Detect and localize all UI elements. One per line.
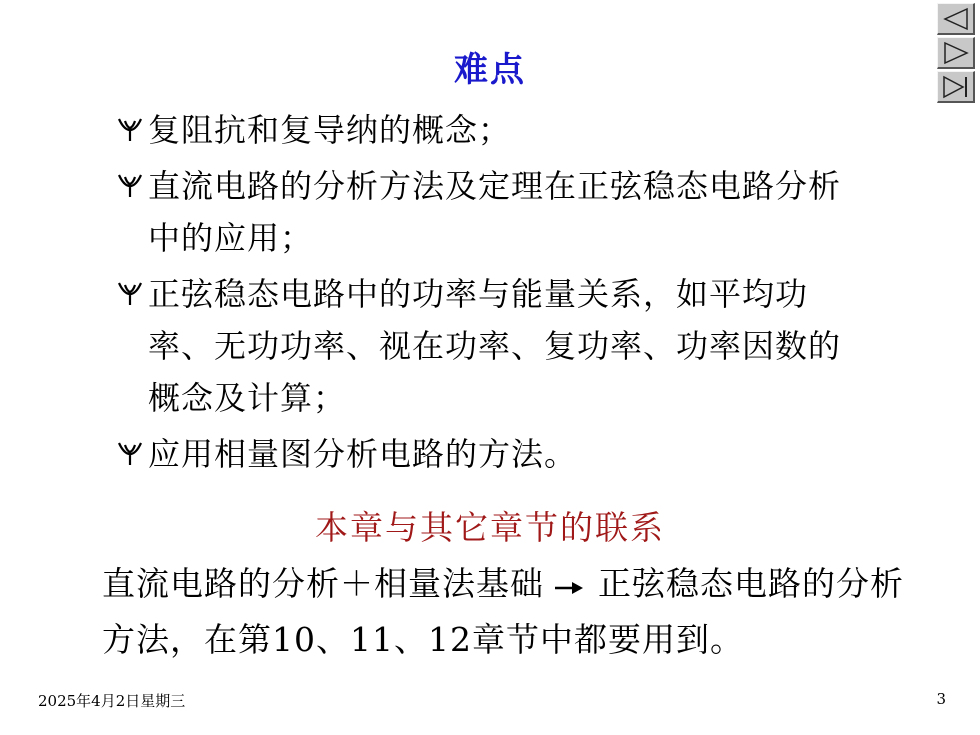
chapter-relation-text (102, 558, 922, 666)
relation-part2: 正弦稳态电路的分析方法，在第10、11、12章节中都要用到。 (102, 564, 904, 659)
list-item (116, 160, 856, 264)
list-item (116, 104, 856, 156)
triangle-left-icon (941, 7, 971, 31)
list-item-text: 应用相量图分析电路的方法。 (148, 435, 578, 473)
previous-slide-button[interactable] (937, 3, 975, 35)
list-item (116, 268, 856, 424)
tulip-bullet-icon (116, 104, 148, 146)
list-item-text: 直流电路的分析方法及定理在正弦稳态电路分析中的应用； (148, 167, 842, 257)
difficulty-list (116, 104, 856, 484)
footer-date: 2025年4月2日星期三 (38, 692, 186, 710)
section-subtitle: 本章与其它章节的联系 (315, 508, 665, 547)
page-number: 3 (936, 690, 946, 708)
tulip-bullet-icon (116, 428, 148, 470)
slide-title: 难点 (454, 50, 526, 90)
list-item-text: 正弦稳态电路中的功率与能量关系，如平均功率、无功功率、视在功率、复功率、功率因数的概念及计算； (148, 275, 842, 417)
list-item-text: 复阻抗和复导纳的概念； (148, 111, 512, 149)
tulip-bullet-icon (116, 268, 148, 310)
list-item (116, 428, 856, 480)
relation-part1: 直流电路的分析＋相量法基础 (102, 564, 544, 603)
tulip-bullet-icon (116, 160, 148, 202)
right-arrow-icon (554, 558, 584, 610)
